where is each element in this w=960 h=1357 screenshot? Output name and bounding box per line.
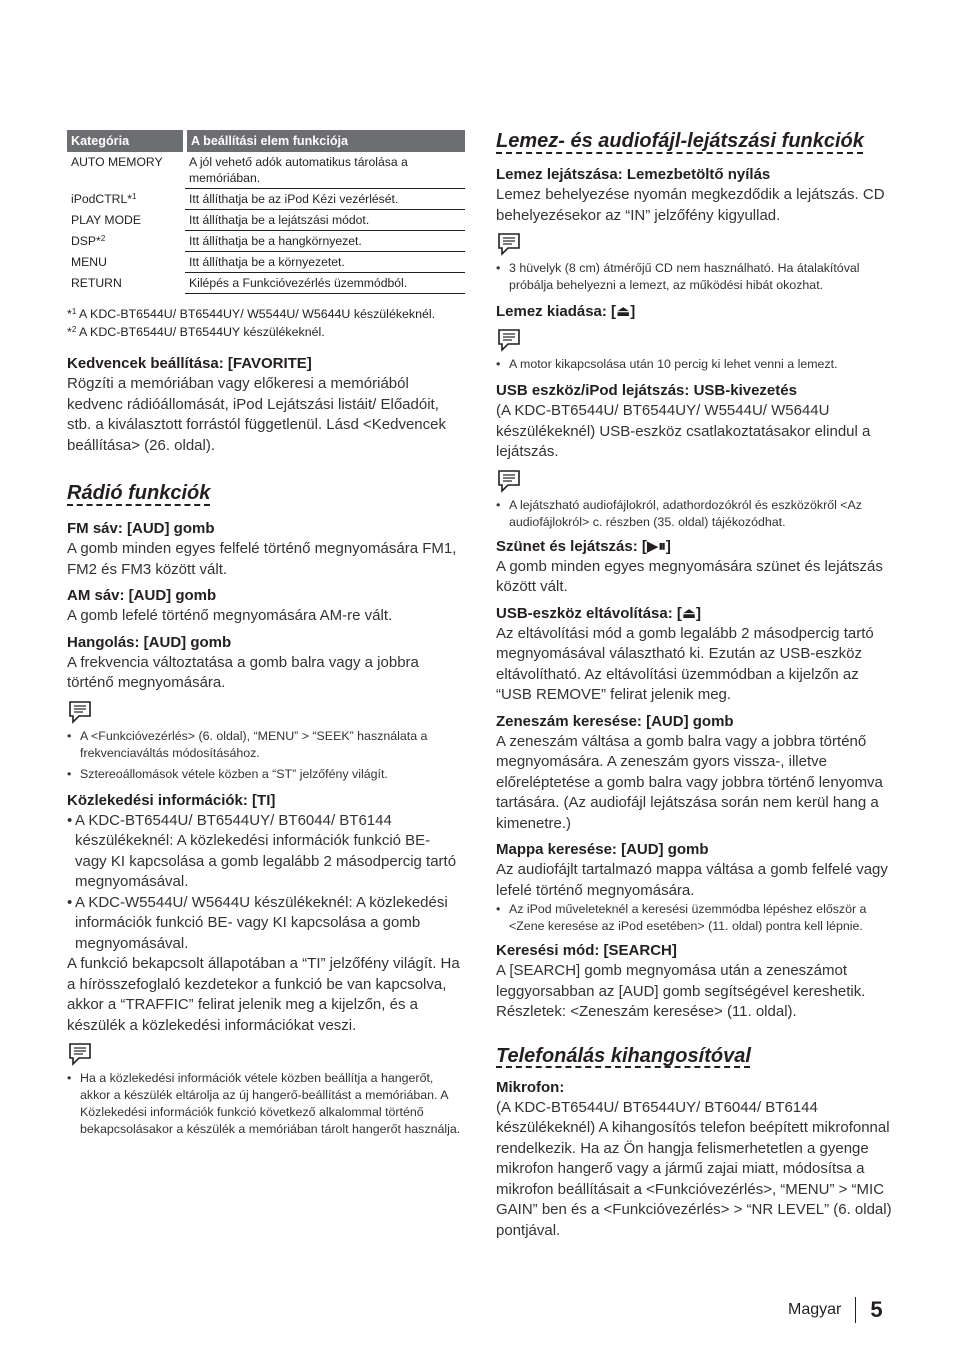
eject-note: • A motor kikapcsolása után 10 percig ki lehet venni a lemezt. xyxy=(496,356,892,373)
category-label: DSP* xyxy=(71,233,101,248)
footnote-text: A KDC-BT6544U/ BT6544UY/ W5544U/ W5644U készülékeknél. xyxy=(76,307,436,321)
note-icon xyxy=(496,469,522,493)
ti-heading: Közlekedési információk: [TI] xyxy=(67,791,276,809)
footnote-number: 2 xyxy=(71,325,77,334)
table-header-category: Kategória xyxy=(67,130,185,152)
table-cell-desc: Itt állíthatja be a hangkörnyezet. xyxy=(185,231,465,252)
load-note: • 3 hüvelyk (8 cm) átmérőjű CD nem használható. Ha átalakítóval próbálja behelyezni a lemezt, az működési hibát okozhat. xyxy=(496,260,892,294)
phone-section-title: Telefonálás kihangosítóval xyxy=(496,1044,751,1067)
language-label: Magyar xyxy=(788,1301,842,1318)
folder-body: Az audiofájlt tartalmazó mappa váltása a gomb felfelé vagy lefelé történő megnyomására. xyxy=(496,861,888,899)
table-cell-category xyxy=(67,231,185,252)
usb-body: (A KDC-BT6544U/ BT6544UY/ W5544U/ W5644U készülékeknél) USB-eszköz csatlakoztatásakor elindul a lejátszás. xyxy=(496,402,871,460)
note-icon xyxy=(67,1042,93,1066)
footnote-mark: 1 xyxy=(131,191,137,201)
am-body: A gomb lefelé történő megnyomására AM-re vált. xyxy=(67,607,393,624)
table-cell-desc: Itt állíthatja be a lejátszási módot. xyxy=(185,210,465,231)
category-label: AUTO MEMORY xyxy=(71,155,163,169)
footnote xyxy=(67,324,465,340)
tune-note: • Sztereoállomások vétele közben a “ST” jelzőfény világít. xyxy=(67,766,465,783)
favorite-heading: Kedvencek beállítása: [FAVORITE] xyxy=(67,355,312,372)
footnote-star: * xyxy=(67,325,72,339)
disc-section-title: Lemez- és audiofájl-lejátszási funkciók xyxy=(496,130,864,152)
tune-body: A frekvencia változtatása a gomb balra vagy a jobbra történő megnyomására. xyxy=(67,653,419,691)
usb-heading: USB eszköz/iPod lejátszás: USB-kivezetés xyxy=(496,382,797,399)
table-row xyxy=(67,210,465,231)
search-mode-heading: Keresési mód: [SEARCH] xyxy=(496,942,677,959)
left-column xyxy=(67,130,465,1138)
folder-heading: Mappa keresése: [AUD] gomb xyxy=(496,841,709,858)
table-row xyxy=(67,273,465,294)
footnote xyxy=(67,306,465,322)
right-column xyxy=(496,130,892,1241)
note-icon xyxy=(67,700,93,724)
radio-section-title: Rádió funkciók xyxy=(67,482,211,504)
table-cell-category xyxy=(67,210,185,231)
table-row xyxy=(67,152,465,189)
table-header-function: A beállítási elem funkciója xyxy=(185,130,465,152)
remove-heading: USB-eszköz eltávolítása: [⏏] xyxy=(496,604,702,622)
track-search-heading: Zeneszám keresése: [AUD] gomb xyxy=(496,712,734,730)
category-label: MENU xyxy=(71,254,107,269)
table-row xyxy=(67,189,465,210)
footnote-star: * xyxy=(67,307,72,321)
category-label: PLAY MODE xyxy=(71,212,141,227)
table-cell-category xyxy=(67,189,185,210)
table-cell-category xyxy=(67,273,185,294)
footnotes xyxy=(67,306,465,340)
tune-heading: Hangolás: [AUD] gomb xyxy=(67,633,232,651)
tune-note: • A <Funkcióvezérlés> (6. oldal), “MENU” > “SEEK” használata a frekvenciaváltás módosításához. xyxy=(67,728,465,762)
search-mode-body: A [SEARCH] gomb megnyomása után a zeneszámot leggyorsabban az [AUD] gomb segítségével kereshetik. Részletek: <Zeneszám keresése> (11. oldal). xyxy=(496,962,866,1020)
page-number: 5 xyxy=(870,1297,883,1322)
page-footer xyxy=(788,1296,883,1324)
category-label: RETURN xyxy=(71,275,122,290)
table-row xyxy=(67,252,465,273)
table-cell-desc: Kilépés a Funkcióvezérlés üzemmódból. xyxy=(185,273,465,294)
footnote-text: A KDC-BT6544U/ BT6544UY készülékeknél. xyxy=(76,325,325,339)
ti-body: A funkció bekapcsolt állapotában a “TI” jelzőfény világít. Ha a hírösszefoglaló kezdetekor a funkció be van kapcsolva, akkor a “TRAFFIC” felirat jelenik meg a kijelzőn, és a készülék a közlekedési információkat veszi. xyxy=(67,955,460,1034)
note-icon xyxy=(496,232,522,256)
mic-heading: Mikrofon: xyxy=(496,1078,565,1096)
pause-body: A gomb minden egyes megnyomására szünet és lejátszás között vált. xyxy=(496,557,883,595)
table-cell-desc: Itt állíthatja be az iPod Kézi vezérlését. xyxy=(185,189,465,210)
footnote-mark: 2 xyxy=(100,233,106,243)
usb-note: • A lejátszható audiofájlokról, adathordozókról és eszközökről <Az audiofájlokról> c. részben (35. oldal) tájékozódhat. xyxy=(496,497,892,531)
fm-body: A gomb minden egyes felfelé történő megnyomására FM1, FM2 és FM3 között vált. xyxy=(67,540,457,578)
eject-heading: Lemez kiadása: [⏏] xyxy=(496,303,636,320)
settings-table xyxy=(67,130,465,294)
ti-note: • Ha a közlekedési információk vétele közben beállítja a hangerőt, akkor a készülék eltárolja az új hangerő-beállítást a memóriában. A Közlekedési információk funkció következő alkalommal történő bekapcsolásakor a készülék a memóriában tárolt hangerőt használja. xyxy=(67,1070,465,1138)
remove-body: Az eltávolítási mód a gomb legalább 2 másodpercig tartó megnyomásával választható ki. Ezután az USB-eszköz eltávolítható. Az eltávolítási üzemmódban a kijelzőn az “USB REMOVE” felirat jelenik meg. xyxy=(496,624,874,703)
table-cell-category xyxy=(67,252,185,273)
note-icon xyxy=(496,328,522,352)
table-row xyxy=(67,231,465,252)
am-heading: AM sáv: [AUD] gomb xyxy=(67,587,217,604)
table-cell-desc: Itt állíthatja be a környezetet. xyxy=(185,252,465,273)
folder-note: • Az iPod műveleteknél a keresési üzemmódba lépéshez először a <Zene keresése az iPod esetében> (11. oldal) pontra kell lépnie. xyxy=(496,901,892,935)
track-search-body: A zeneszám váltása a gomb balra vagy a jobbra történő megnyomására. A zeneszám gyors vissza-, illetve előreléptetése a gomb balra vagy jobbra történő lenyomva tartására. (Az audiofájl lejátszása során nem kerül hang a kimenetre.) xyxy=(496,732,883,832)
load-heading: Lemez lejátszása: Lemezbetöltő nyílás xyxy=(496,166,771,183)
mic-body: (A KDC-BT6544U/ BT6544UY/ BT6044/ BT6144 készülékeknél) A kihangosítós telefon beépített mikrofonnal rendelkezik. Ha az Ön hangja felismerhetetlen a gyenge mikrofon hangerő vagy a jármű zajai miatt, módosítsa a mikrofon beállításait a <Funkcióvezérlés>, “MENU” > “MIC GAIN” ben és a <Funkcióvezérlés> > “NR LEVEL” (6. oldal) pontjával. xyxy=(496,1098,892,1239)
footnote-number: 1 xyxy=(71,307,77,316)
pause-heading: Szünet és lejátszás: [▶⏸] xyxy=(496,537,671,555)
load-body: Lemez behelyezése nyomán megkezdődik a lejátszás. CD behelyezésekor az “IN” jelzőfény kigyullad. xyxy=(496,186,885,224)
fm-heading: FM sáv: [AUD] gomb xyxy=(67,520,215,537)
ti-item: • A KDC-BT6544U/ BT6544UY/ BT6044/ BT6144 készülékeknél: A közlekedési információk funkció BE- vagy KI kapcsolása a gomb legalább 2 másodpercig tartó megnyomásával. xyxy=(67,811,465,893)
favorite-body: Rögzíti a memóriában vagy előkeresi a memóriából kedvenc rádióállomását, iPod Lejátszási listáit/ Előadóit, stb. a kiválasztott forrástól függetlenül. Lásd <Kedvencek beállítása> (26. oldal). xyxy=(67,375,446,454)
table-cell-category xyxy=(67,152,185,189)
table-header-row xyxy=(67,130,465,152)
table-cell-desc: A jól vehető adók automatikus tárolása a memóriában. xyxy=(185,152,465,189)
category-label: iPodCTRL* xyxy=(71,191,132,206)
footer-divider xyxy=(855,1297,856,1323)
ti-item: • A KDC-W5544U/ W5644U készülékeknél: A közlekedési információk funkció BE- vagy KI kapcsolása a gomb megnyomásával. xyxy=(67,893,465,955)
